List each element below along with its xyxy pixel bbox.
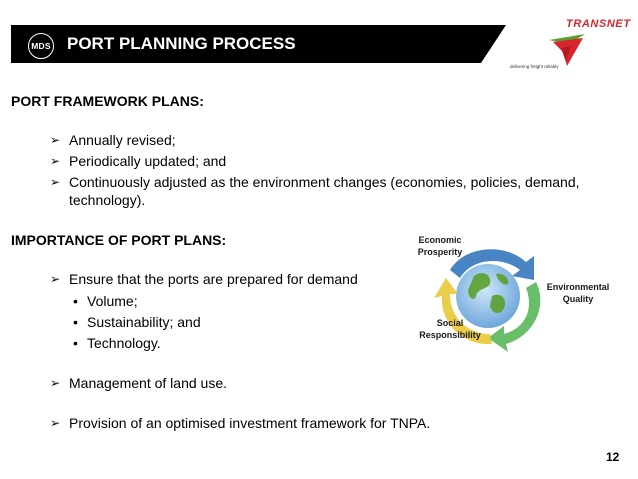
sub-bullet-text: Technology. — [87, 335, 161, 351]
mds-logo: MDS — [28, 33, 54, 59]
section-heading-importance: IMPORTANCE OF PORT PLANS: — [11, 232, 227, 248]
dot-bullet-icon: • — [73, 335, 78, 351]
arrow-bullet-icon: ➢ — [50, 416, 61, 430]
section-heading-framework: PORT FRAMEWORK PLANS: — [11, 93, 204, 109]
bullet-text: Ensure that the ports are prepared for demand — [69, 271, 358, 287]
bullet-text: Periodically updated; and — [69, 153, 227, 169]
bullet-text: Provision of an optimised investment framework for TNPA. — [69, 415, 431, 431]
transnet-logo-icon — [547, 32, 587, 68]
arrow-bullet-icon: ➢ — [50, 272, 61, 286]
dot-bullet-icon: • — [73, 293, 78, 309]
sub-bullet-text: Volume; — [87, 293, 138, 309]
brand-name: TRANSNET — [566, 18, 631, 30]
arrow-bullet-icon: ➢ — [50, 133, 61, 147]
bullet-text: Continuously adjusted as the environment changes (economies, policies, demand, — [69, 174, 580, 190]
page-number: 12 — [606, 450, 620, 464]
label-economic-prosperity: Economic Prosperity — [417, 235, 463, 257]
page-title: PORT PLANNING PROCESS — [67, 34, 296, 53]
label-social-responsibility: Social Responsibility — [419, 318, 481, 340]
dot-bullet-icon: • — [73, 314, 78, 330]
bullet-continuation: technology). — [69, 192, 146, 208]
arrow-bullet-icon: ➢ — [50, 376, 61, 390]
bullet-text: Management of land use. — [69, 375, 227, 391]
arrow-bullet-icon: ➢ — [50, 175, 61, 189]
label-environmental-quality: Environmental Quality — [546, 282, 610, 304]
arrow-bullet-icon: ➢ — [50, 154, 61, 168]
sub-bullet-text: Sustainability; and — [87, 314, 201, 330]
bullet-text: Annually revised; — [69, 132, 176, 148]
brand-tagline: delivering freight reliably — [510, 64, 559, 69]
